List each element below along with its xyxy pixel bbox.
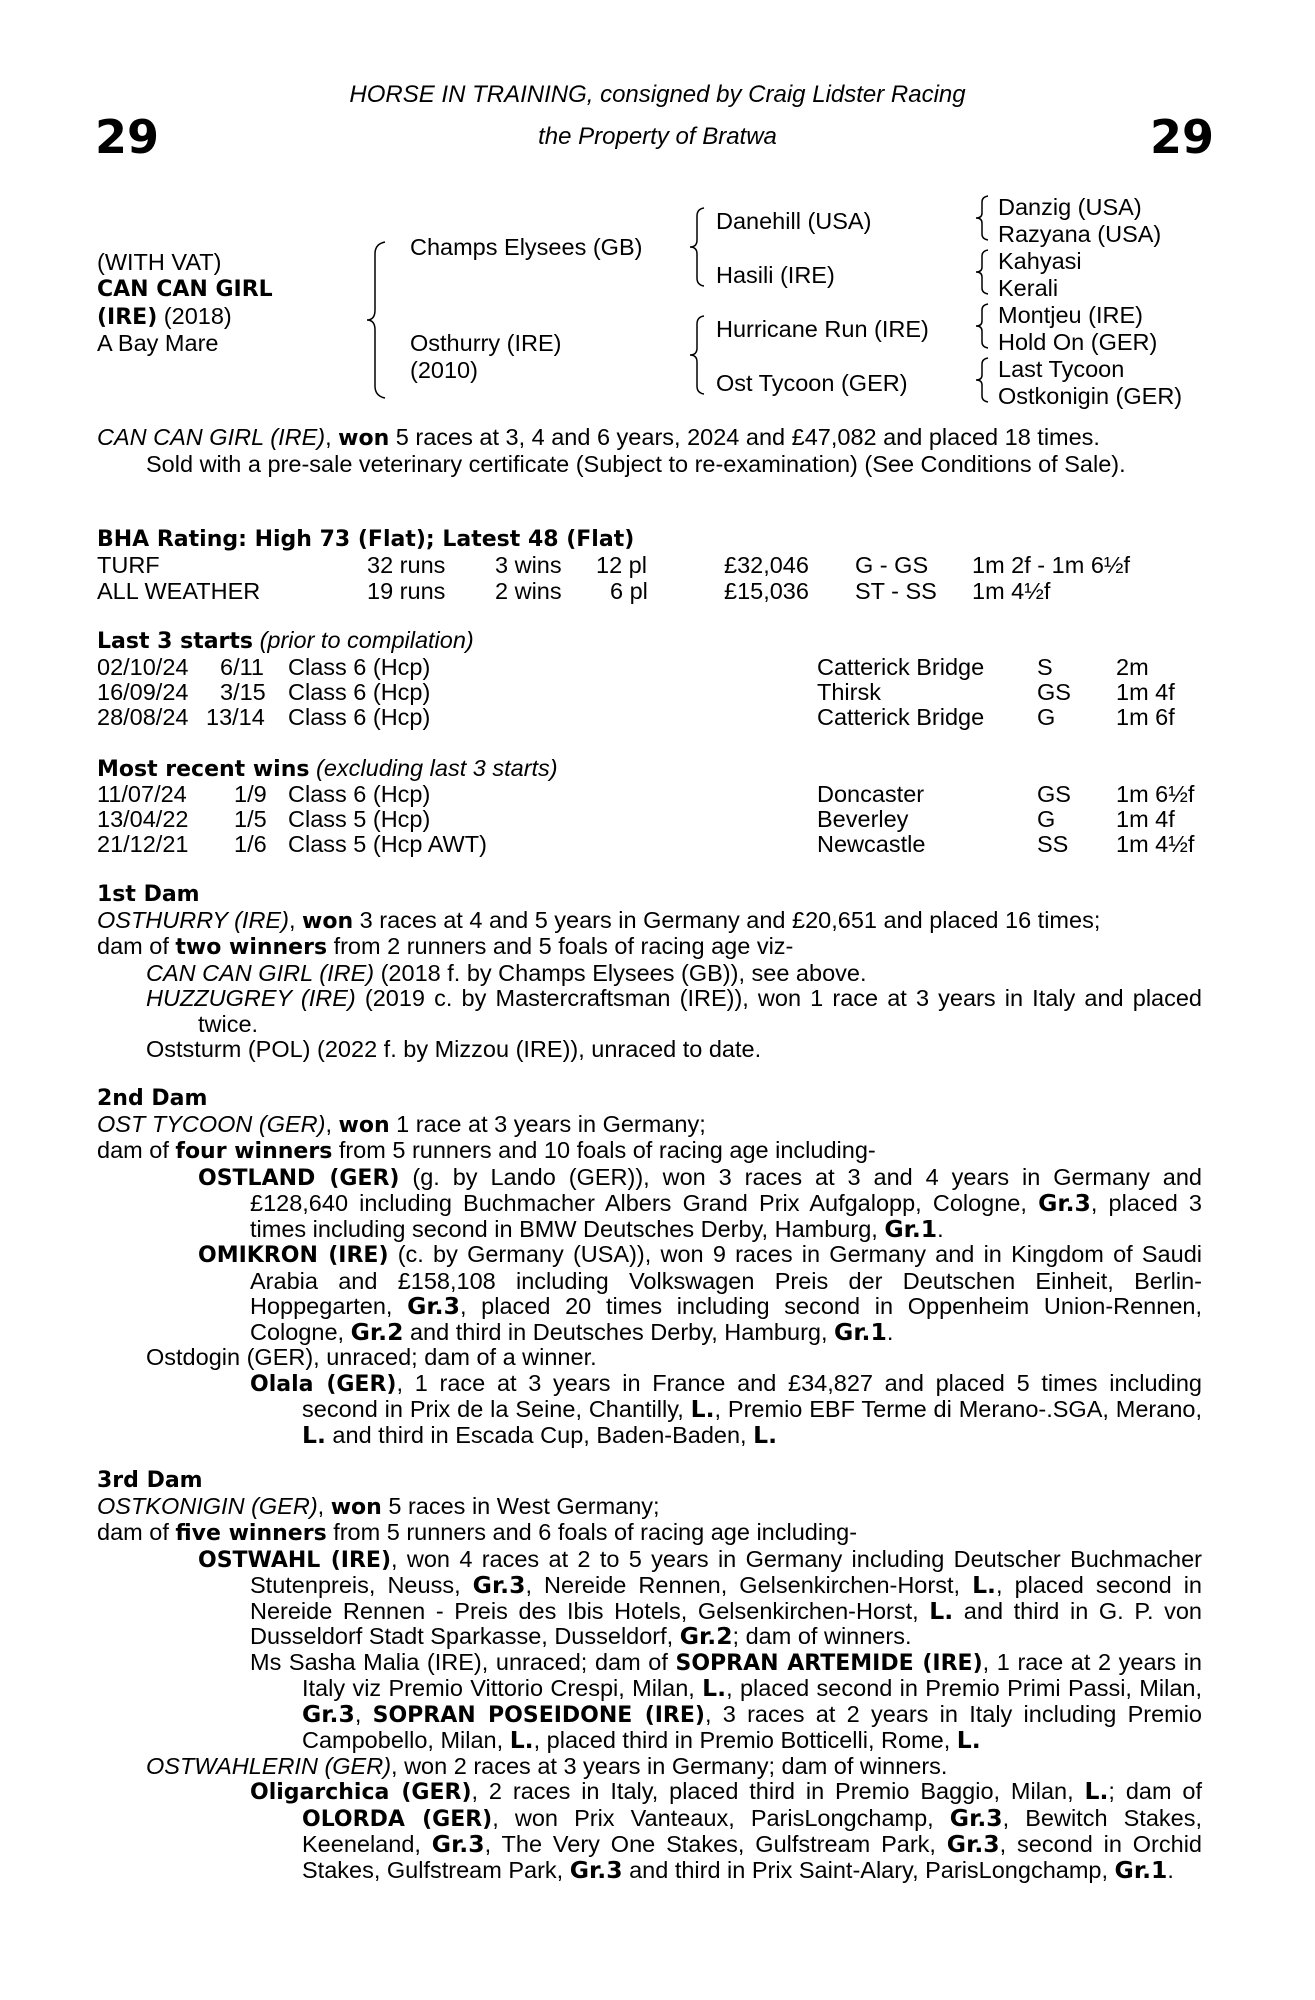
- pedigree-brace-ss: [974, 194, 992, 242]
- first-dam-offspring: [97, 961, 1202, 987]
- start-class: Class 6 (Hcp): [288, 654, 431, 680]
- grade: Gr.3: [569, 1855, 623, 1884]
- grade: Gr.1: [884, 1214, 938, 1243]
- grade: Gr.3: [431, 1830, 485, 1858]
- start-date: 02/10/24: [97, 654, 189, 680]
- win-position: 1/9: [234, 781, 267, 807]
- text: dam of: [97, 1519, 176, 1545]
- win-date: 11/07/24: [97, 781, 187, 807]
- text: , The Very One Stakes, Gulfstream Park,: [484, 1831, 947, 1857]
- first-dam-line: OSTHURRY (IRE), won 3 races at 4 and 5 years in Germany and £20,651 and placed 16 times;: [97, 906, 1101, 934]
- text: (2019 c. by Mastercraftsman (IRE)), won 1 race at 3 years in Italy and placed twice.: [198, 985, 1202, 1037]
- win-going: SS: [1037, 831, 1069, 857]
- pedigree-brace-dd: [974, 356, 992, 404]
- text: and third in Escada Cup, Baden-Baden,: [325, 1421, 754, 1448]
- summary-won: won: [338, 426, 390, 451]
- start-class: Class 6 (Hcp): [288, 679, 431, 705]
- win-course: Doncaster: [817, 781, 925, 807]
- offspring-name: OLORDA (GER): [302, 1806, 493, 1832]
- third-dam-title: 3rd Dam: [97, 1468, 203, 1493]
- start-distance: 2m: [1116, 654, 1149, 680]
- text: (2018 f. by Champs Elysees (GB)), see above.: [374, 959, 867, 986]
- recent-note: (excluding last 3 starts): [316, 755, 558, 781]
- grade: L.: [956, 1726, 981, 1754]
- offspring-name: Olala (GER): [250, 1371, 397, 1397]
- pedigree-sds: Kahyasi: [998, 248, 1082, 274]
- offspring-name: OSTLAND (GER): [198, 1165, 400, 1191]
- rating-runs: 19 runs: [367, 578, 446, 604]
- pedigree-ddd: Ostkonigin (GER): [998, 383, 1183, 409]
- start-going: G: [1037, 704, 1056, 730]
- lot-number-right: 29: [1150, 110, 1215, 164]
- text: ,: [354, 1700, 373, 1727]
- start-distance: 1m 4f: [1116, 679, 1175, 705]
- rating-going: ST - SS: [855, 578, 937, 604]
- second-dam-record: 1 race at 3 years in Germany;: [389, 1110, 706, 1137]
- start-going: S: [1037, 654, 1053, 680]
- text: , Premio EBF Terme di Merano-.SGA, Merano,: [714, 1396, 1202, 1422]
- offspring-name: SOPRAN ARTEMIDE (IRE): [675, 1650, 983, 1676]
- grade: Gr.2: [679, 1622, 733, 1650]
- text: , 3 races at 2 years in Italy including Premio Campobello, Milan,: [302, 1700, 1203, 1753]
- text: , won 2 races at 3 years in Germany; dam of winners.: [391, 1752, 948, 1779]
- grade: Gr.3: [472, 1571, 526, 1599]
- win-class: Class 5 (Hcp): [288, 806, 431, 832]
- grade: Gr.1: [1114, 1855, 1168, 1884]
- pedigree-dam-year: (2010): [410, 357, 478, 383]
- offspring-name: Oligarchica (GER): [250, 1780, 472, 1805]
- start-position: 13/14: [206, 704, 265, 730]
- summary-text: 5 races at 3, 4 and 6 years, 2024 and £47,082 and placed 18 times.: [389, 424, 1100, 450]
- pedigree-sire-sire: Danehill (USA): [716, 208, 872, 234]
- pedigree-sdd: Kerali: [998, 275, 1059, 301]
- header-consignor: HORSE IN TRAINING, consigned by Craig Lidster Racing: [349, 81, 966, 108]
- lot-number-left: 29: [95, 110, 160, 164]
- horse-year: (2018): [163, 303, 232, 329]
- text: ; dam of winners.: [732, 1623, 912, 1649]
- third-dam-offspring: [97, 1754, 1202, 1780]
- second-dam-grand-offspring: [149, 1371, 1202, 1449]
- text: , 1 race at 3 years in France and £34,827 and placed 5 times including second in Prix de la Seine, Chantilly,: [302, 1369, 1202, 1422]
- win-class: Class 6 (Hcp): [288, 781, 431, 807]
- win-going: G: [1037, 806, 1056, 832]
- first-dam-record: 3 races at 4 and 5 years in Germany and £20,651 and placed 16 times;: [353, 906, 1101, 933]
- third-dam-name: OSTKONIGIN (GER): [97, 1492, 318, 1519]
- rating-placed: 6 pl: [610, 578, 648, 604]
- text: .: [886, 1318, 894, 1345]
- rating-wins: 3 wins: [495, 552, 562, 578]
- pedigree-brace-main: [365, 240, 395, 400]
- pedigree-sss: Danzig (USA): [998, 194, 1142, 220]
- last3-heading: [97, 628, 474, 655]
- win-distance: 1m 6½f: [1116, 781, 1195, 807]
- text: , second in Orchid Stakes, Gulfstream Park,: [302, 1831, 1202, 1883]
- recent-heading: [97, 756, 558, 783]
- text: (c. by Germany (USA)), won 9 races in Germany and in Kingdom of Saudi Arabia and £158,108 including Volkswagen Preis der Deutschen Einheit, Berlin-Hoppegarten,: [250, 1241, 1202, 1319]
- pedigree-dss: Montjeu (IRE): [998, 302, 1143, 328]
- text: , won Prix Vanteaux, ParisLongchamp,: [492, 1804, 950, 1831]
- offspring-name: OSTWAHL (IRE): [198, 1547, 392, 1573]
- vat-label: (WITH VAT): [97, 249, 222, 275]
- offspring-name: OMIKRON (IRE): [198, 1243, 389, 1268]
- rating-surface: TURF: [97, 552, 160, 578]
- pedigree-brace-sire: [688, 206, 710, 288]
- offspring-name: OSTWAHLERIN (GER): [146, 1752, 392, 1779]
- win-date: 13/04/22: [97, 806, 189, 832]
- third-dam-produce-line: [97, 1520, 1202, 1547]
- summary-block: [97, 425, 1202, 477]
- third-dam-grand-offspring: [149, 1650, 1202, 1754]
- grade: Gr.3: [946, 1830, 1000, 1858]
- pedigree-dam: Osthurry (IRE): [410, 330, 562, 356]
- start-course: Catterick Bridge: [817, 654, 985, 680]
- text: .: [937, 1215, 944, 1242]
- text: , placed 3 times including second in BMW Deutsches Derby, Hamburg,: [250, 1190, 1202, 1242]
- grade: Gr.3: [302, 1699, 355, 1728]
- text: and third in G. P. von Dusseldorf Stadt Sparkasse, Dusseldorf,: [250, 1597, 1203, 1649]
- text: ; dam of: [1108, 1778, 1203, 1804]
- offspring-name: SOPRAN POSEIDONE (IRE): [372, 1702, 705, 1728]
- header-property: the Property of Bratwa: [538, 123, 777, 150]
- summary-horse-name: CAN CAN GIRL (IRE): [97, 424, 326, 450]
- win-position: 1/6: [234, 831, 267, 857]
- grade: L.: [972, 1571, 996, 1599]
- grade: L.: [1084, 1777, 1109, 1805]
- text: (g. by Lando (GER)), won 3 races at 3 and 4 years in Germany and £128,640 including Buchmacher Albers Grand Prix Aufgalopp, Cologne,: [250, 1163, 1202, 1216]
- pedigree-dam-sire: Hurricane Run (IRE): [716, 316, 929, 342]
- first-dam-won: won: [302, 908, 354, 934]
- second-dam-name: OST TYCOON (GER): [97, 1110, 326, 1137]
- summary-line: CAN CAN GIRL (IRE), won 5 races at 3, 4 and 6 years, 2024 and £47,082 and placed 18 times.: [97, 424, 1100, 451]
- start-date: 16/09/24: [97, 679, 189, 705]
- first-dam-offspring: Oststurm (POL) (2022 f. by Mizzou (IRE)), unraced to date.: [146, 1036, 762, 1062]
- text: , placed third in Premio Botticelli, Rome,: [533, 1727, 957, 1753]
- second-dam-offspring: [97, 1242, 1202, 1345]
- win-date: 21/12/21: [97, 831, 189, 857]
- grade: L.: [702, 1674, 727, 1702]
- second-dam-offspring: [97, 1165, 1202, 1243]
- start-position: 3/15: [220, 679, 266, 705]
- win-distance: 1m 4½f: [1116, 831, 1195, 857]
- rating-title: BHA Rating: High 73 (Flat); Latest 48 (Flat): [97, 527, 635, 552]
- rating-distance: 1m 4½f: [972, 578, 1051, 604]
- third-dam-line: OSTKONIGIN (GER), won 5 races in West Germany;: [97, 1492, 660, 1520]
- text: from 5 runners and 10 foals of racing age including-: [332, 1137, 876, 1163]
- grade: Gr.2: [350, 1317, 404, 1346]
- horse-name: CAN CAN GIRL: [97, 277, 273, 302]
- rating-prize: £15,036: [724, 578, 809, 604]
- horse-country: (IRE): [97, 305, 158, 330]
- third-dam-offspring: [97, 1547, 1202, 1650]
- third-dam-grand-offspring: [149, 1779, 1202, 1883]
- rating-prize: £32,046: [724, 552, 809, 578]
- first-dam-produce-line: [97, 934, 1202, 961]
- first-dam-title: 1st Dam: [97, 882, 200, 907]
- third-dam-record: 5 races in West Germany;: [381, 1492, 660, 1519]
- second-dam-winners: four winners: [175, 1139, 333, 1164]
- win-position: 1/5: [234, 806, 267, 832]
- start-position: 6/11: [220, 654, 264, 680]
- second-dam-won: won: [338, 1112, 390, 1138]
- start-distance: 1m 6f: [1116, 704, 1175, 730]
- text: Ms Sasha Malia (IRE), unraced; dam of: [250, 1648, 676, 1675]
- text: dam of: [97, 1137, 176, 1163]
- horse-name-line2: [97, 304, 232, 331]
- text: , Bewitch Stakes, Keeneland,: [302, 1804, 1202, 1857]
- text: , won 4 races at 2 to 5 years in Germany including Deutscher Buchmacher Stutenpreis, Neuss,: [250, 1545, 1202, 1598]
- start-course: Thirsk: [817, 679, 881, 705]
- text: , 1 race at 2 years in Italy viz Premio Vittorio Crespi, Milan,: [302, 1648, 1202, 1701]
- second-dam-offspring: Ostdogin (GER), unraced; dam of a winner.: [146, 1344, 597, 1370]
- pedigree-sire-dam: Hasili (IRE): [716, 262, 835, 288]
- rating-surface: ALL WEATHER: [97, 578, 261, 604]
- grade: L.: [753, 1420, 778, 1449]
- text: , placed second in Premio Primi Passi, Milan,: [726, 1675, 1202, 1701]
- offspring-name: HUZZUGREY (IRE): [146, 985, 356, 1011]
- text: dam of: [97, 933, 176, 959]
- first-dam-section: [97, 882, 1202, 1063]
- text: and third in Prix Saint-Alary, ParisLongchamp,: [622, 1856, 1115, 1883]
- win-going: GS: [1037, 781, 1071, 807]
- grade: L.: [302, 1420, 326, 1449]
- horse-description: A Bay Mare: [97, 330, 219, 356]
- pedigree-brace-ds: [974, 302, 992, 350]
- third-dam-winners: five winners: [175, 1521, 327, 1546]
- pedigree-dds: Last Tycoon: [998, 356, 1125, 382]
- start-course: Catterick Bridge: [817, 704, 985, 730]
- pedigree-brace-dam: [688, 314, 710, 396]
- pedigree-ssd: Razyana (USA): [998, 221, 1162, 247]
- second-dam-line: OST TYCOON (GER), won 1 race at 3 years in Germany;: [97, 1110, 706, 1138]
- grade: Gr.1: [834, 1317, 887, 1346]
- win-distance: 1m 4f: [1116, 806, 1175, 832]
- summary-vet-note: Sold with a pre-sale veterinary certificate (Subject to re-examination) (See Conditions of Sale).: [146, 450, 1126, 477]
- win-course: Beverley: [817, 806, 909, 832]
- pedigree-brace-sd: [974, 248, 992, 296]
- last3-title: Last 3 starts: [97, 629, 254, 654]
- text: .: [1167, 1856, 1174, 1883]
- text: from 5 runners and 6 foals of racing age including-: [326, 1519, 858, 1545]
- rating-distance: 1m 2f - 1m 6½f: [972, 552, 1131, 578]
- recent-title: Most recent wins: [97, 757, 310, 782]
- text: from 2 runners and 5 foals of racing age viz-: [327, 933, 794, 959]
- second-dam-section: [97, 1086, 1202, 1448]
- first-dam-name: OSTHURRY (IRE): [97, 906, 289, 933]
- grade: Gr.3: [407, 1292, 460, 1320]
- text: , 2 races in Italy, placed third in Premio Baggio, Milan,: [471, 1778, 1085, 1804]
- grade: L.: [690, 1395, 715, 1423]
- last3-note: (prior to compilation): [259, 627, 474, 653]
- grade: L.: [929, 1596, 954, 1625]
- third-dam-won: won: [330, 1494, 382, 1520]
- win-class: Class 5 (Hcp AWT): [288, 831, 487, 857]
- second-dam-title: 2nd Dam: [97, 1086, 208, 1111]
- text: , Nereide Rennen, Gelsenkirchen-Horst,: [525, 1572, 973, 1598]
- second-dam-produce-line: [97, 1138, 1202, 1165]
- grade: L.: [509, 1726, 534, 1754]
- start-going: GS: [1037, 679, 1071, 705]
- text: and third in Deutsches Derby, Hamburg,: [403, 1318, 835, 1345]
- first-dam-offspring: [97, 986, 1202, 1037]
- pedigree-dam-dam: Ost Tycoon (GER): [716, 370, 908, 396]
- start-class: Class 6 (Hcp): [288, 704, 431, 730]
- third-dam-section: [97, 1468, 1202, 1883]
- pedigree-dsd: Hold On (GER): [998, 329, 1158, 355]
- text: , placed 20 times including second in Oppenheim Union-Rennen, Cologne,: [250, 1293, 1202, 1345]
- offspring-name: CAN CAN GIRL (IRE): [146, 959, 375, 986]
- start-date: 28/08/24: [97, 704, 189, 730]
- rating-placed: 12 pl: [596, 552, 647, 578]
- rating-going: G - GS: [855, 552, 929, 578]
- grade: Gr.3: [1038, 1189, 1091, 1217]
- rating-runs: 32 runs: [367, 552, 446, 578]
- pedigree-sire: Champs Elysees (GB): [410, 234, 643, 260]
- grade: Gr.3: [949, 1803, 1003, 1832]
- rating-wins: 2 wins: [495, 578, 562, 604]
- first-dam-winners: two winners: [175, 935, 328, 960]
- win-course: Newcastle: [817, 831, 926, 857]
- text: , placed second in Nereide Rennen - Preis des Ibis Hotels, Gelsenkirchen-Horst,: [250, 1572, 1202, 1624]
